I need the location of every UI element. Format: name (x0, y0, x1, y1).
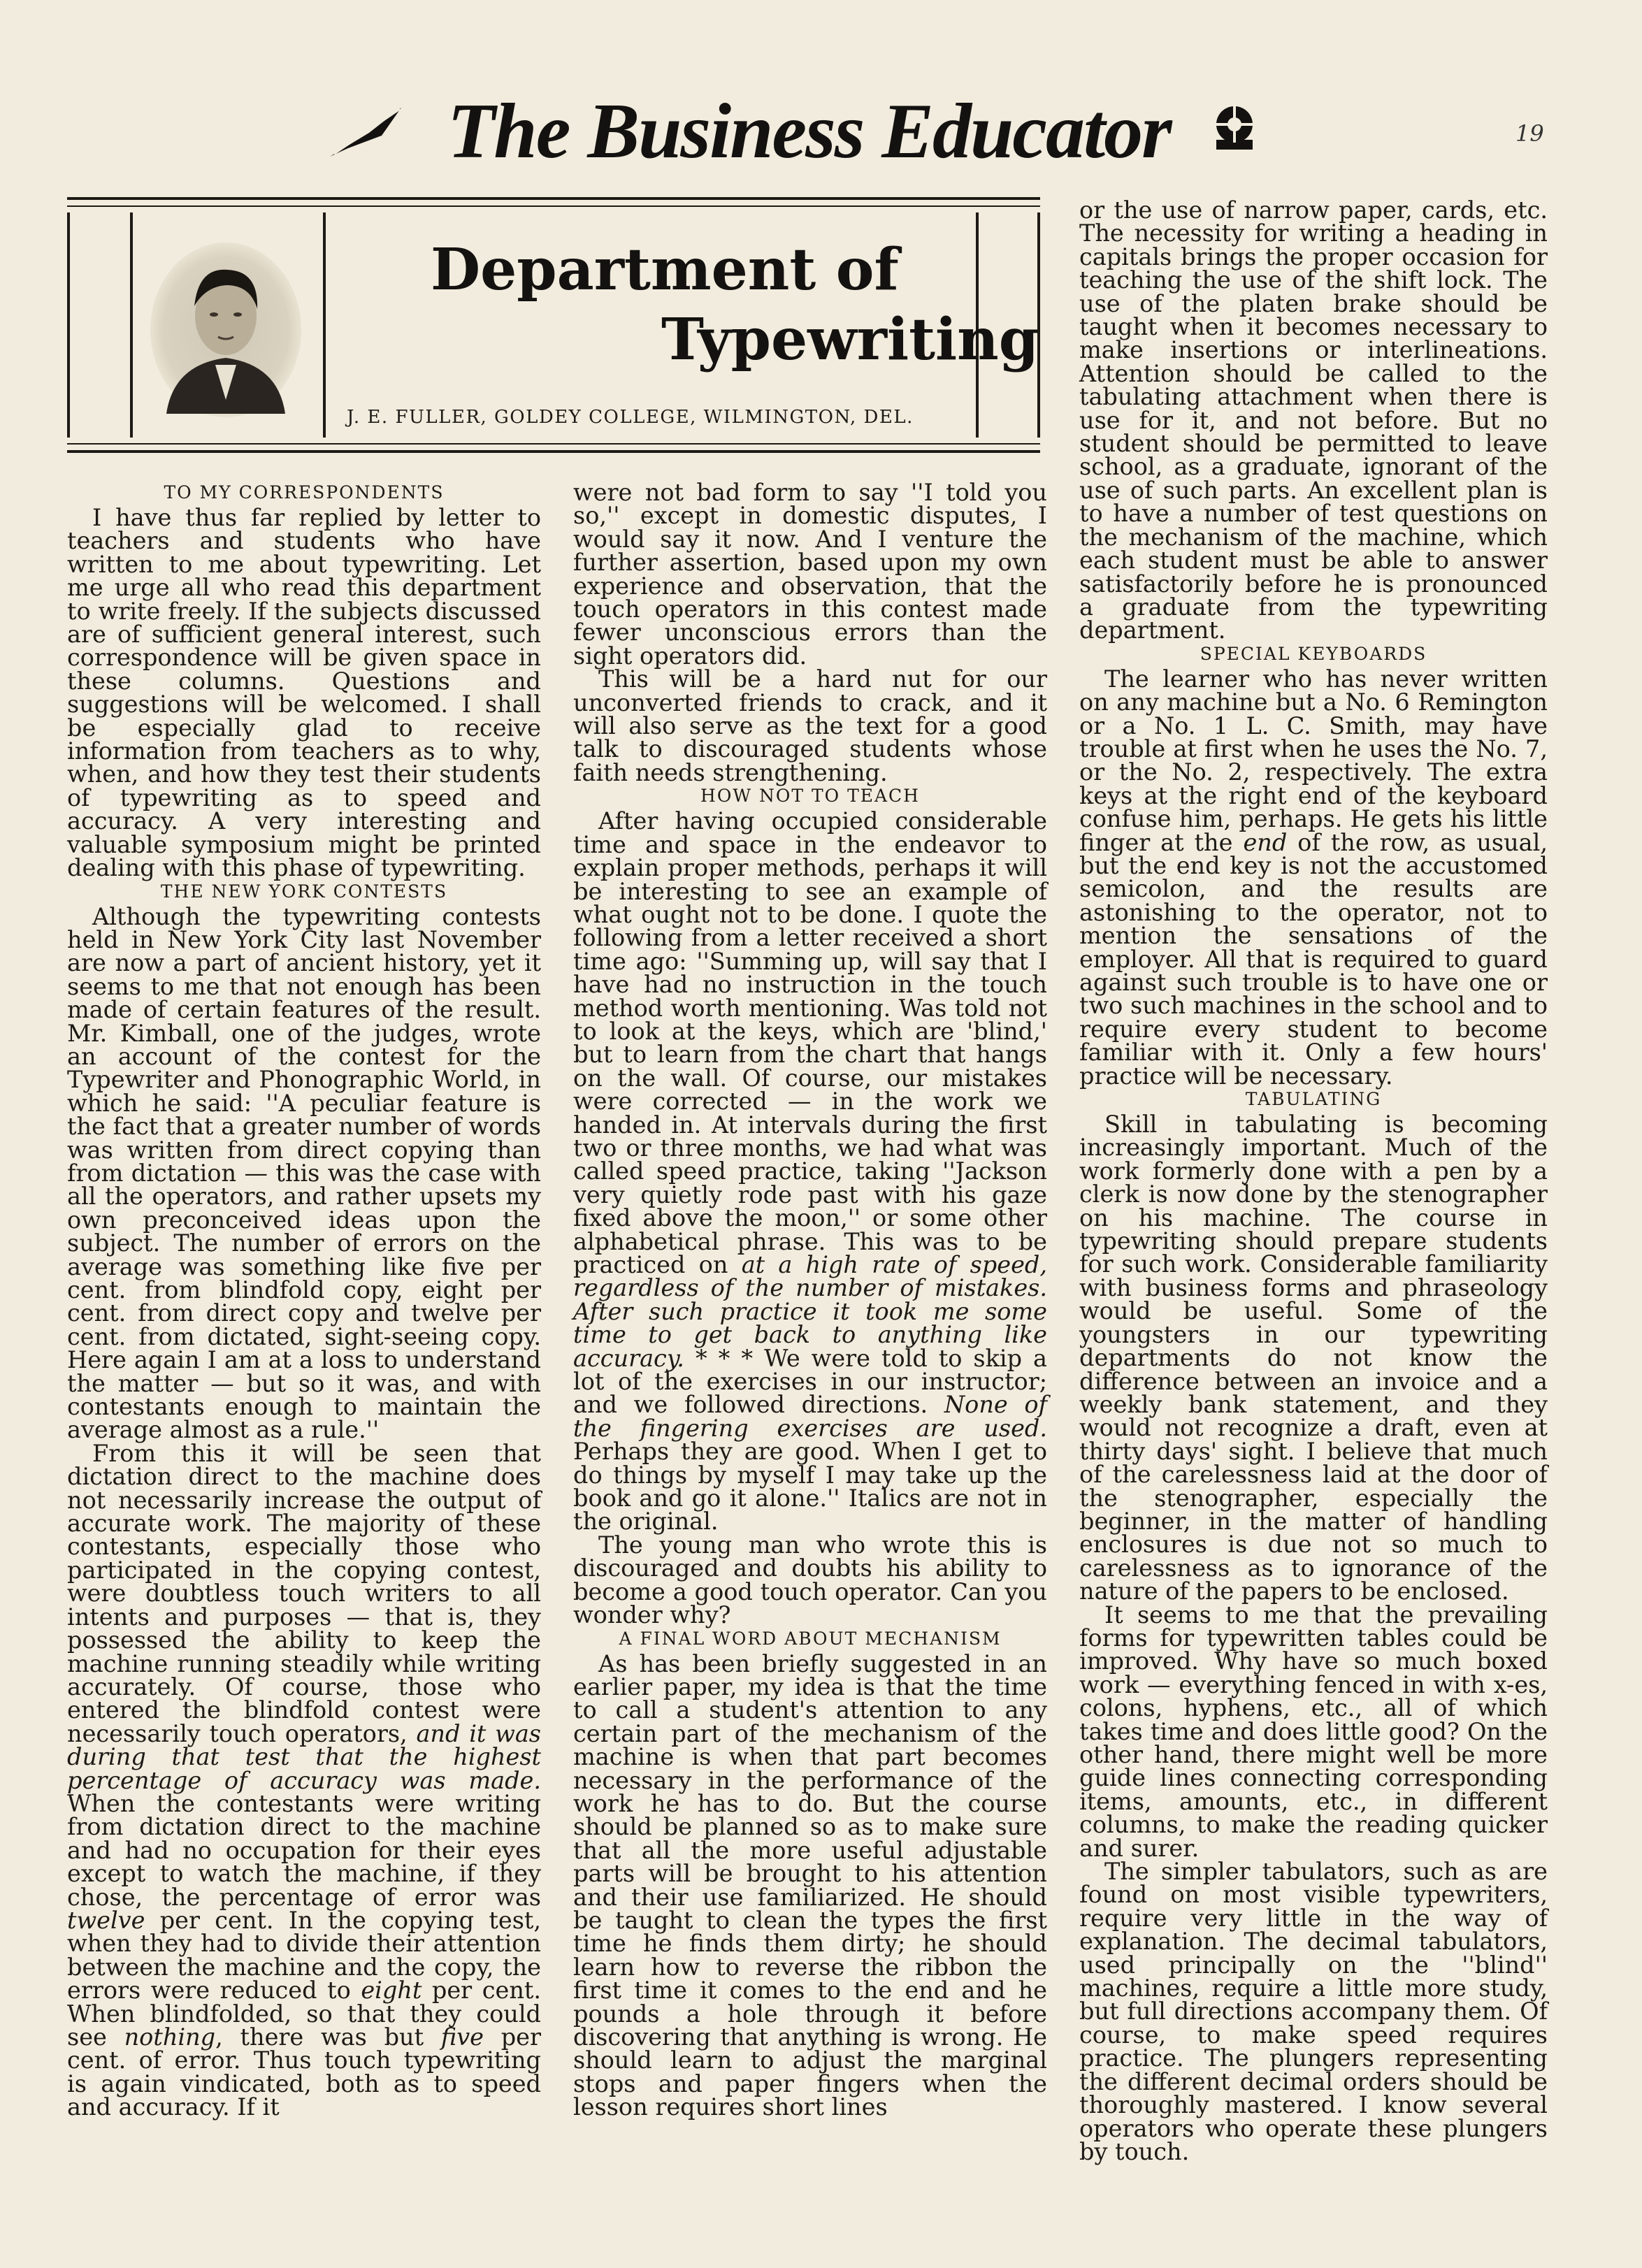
department-header (67, 197, 1040, 463)
header-top-rule (67, 197, 1040, 200)
text-run: From this it will be seen that dictation direct to the machine does not necessarily increase the output of accurate work. The majority of these contestants, especially those who participated in the copying contest, were doubtless touch writers to all intents and purposes — that is, they possessed the ability to keep the machine running steadily while writing accurately. Of course, those who entered the blindfold contest were necessarily touch operators, (67, 1439, 541, 1747)
masthead (0, 84, 1642, 175)
header-bottom-rule (67, 450, 1040, 453)
quill-icon (327, 105, 404, 161)
text-run: per cent. When blindfolded, so that they could see (67, 1977, 542, 2051)
italic-text: five (440, 2023, 484, 2051)
header-frame-left (67, 212, 70, 438)
article-column-2 (573, 481, 1047, 2119)
text-run: * * * We were told to skip a lot of the exercises in our instructor; and we followed directions. (573, 1344, 1047, 1419)
paragraph: I have thus far replied by letter to teachers and students who have written to me about typewriting. Let me urge all who read this department to write freely. If the subjects discussed are of sufficient general interest, such correspondence will be given space in these columns. Questions and suggestions will be welcomed. I shall be especially glad to receive information from teachers as to why, when, and how they test their students of typewriting as to speed and accuracy. A very interesting and valuable symposium might be printed dealing with this phase of typewriting. (67, 504, 541, 882)
header-frame-inner-left (130, 212, 133, 438)
page-number: 19 (1515, 120, 1544, 147)
section-heading: HOW NOT TO TEACH (700, 786, 920, 807)
header-bottom-rule-thin (67, 443, 1040, 445)
text-run: of the row, as usual, but the end key is not the accustomed semicolon, and the results are astonishing to the operator, not to mention the sensations of the employer. All that is required to guard against such trouble is to have one or two such machines in the school and to require every student to become familiar with it. Only a few hours' practice will be necessary. (1079, 828, 1548, 1090)
text-run: per cent. In the copying test, when they had to divide their attention between the machine and the copy, the errors were reduced to (67, 1906, 541, 2005)
header-top-rule-thin (67, 205, 1040, 207)
article-column-3 (1079, 198, 1548, 2163)
italic-text: and it was during that test that the highest percentage of accuracy was made. (67, 1719, 541, 1794)
paragraph: Although the typewriting contests held in New York City last November are now a part of ancient history, yet it seems to me that not enough has been made of certain features of the result. Mr. Kimball, one of the judges, wrote an account of the contest for the Typewriter and Phonographic World, in which he said: ''A peculiar feature is the fact that a greater number of words was written from direct copying than from dictation — this was the case with all the operators, and rather upsets my own preconceived ideas upon the subject. The number of errors on the average was something like five per cent. from blindfold copy, eight per cent. from direct copy and twelve per cent. from dictated, sight-seeing copy. Here again I am at a loss to understand the matter — but so it was, and with contestants enough to maintain the average almost as a rule.'' (67, 902, 541, 1444)
italic-text: twelve (67, 1906, 145, 1934)
paragraph (1079, 667, 1548, 1088)
section-heading: A FINAL WORD ABOUT MECHANISM (619, 1628, 1002, 1649)
text-run: After having occupied considerable time and space in the endeavor to explain proper methods, perhaps it will be interesting to see an example of what ought not to be done. I quote the following from a letter received a short time ago: ''Summing up, will say that I have had no instruction in the touch method worth mentioning. Was told not to look at the keys, which are 'blind,' but to learn from the chart that hangs on the wall. Of course, our mistakes were corrected — in the work we handed in. At intervals during the first two or three months, we had what was called speed practice, taking ''Jackson very quietly rode past with his gaze fixed above the moon,'' or some other alphabetical phrase. This was to be practiced on (573, 807, 1047, 1278)
paragraph: This will be a hard nut for our unconverted friends to crack, and it will also serve as the text for a good talk to discouraged students whose faith needs strengthening. (573, 665, 1047, 786)
text-run: , there was but (215, 2023, 441, 2051)
author-portrait (145, 239, 306, 421)
section-heading: TABULATING (1245, 1089, 1382, 1110)
paragraph: It seems to me that the prevailing forms for typewritten tables could be improved. Why have so much boxed work — everything fenced in with x-es, colons, hyphens, etc., all of which takes time and does little good? On the other hand, there might well be more guide lines connecting corresponding items, amounts, etc., in different columns, to make the reading quicker and surer. (1079, 1601, 1548, 1862)
text-run: per cent. of error. Thus touch typewriting is again vindicated, both as to speed and accuracy. If it (67, 2023, 541, 2121)
section-heading: THE NEW YORK CONTESTS (160, 881, 448, 902)
article-column-1 (67, 481, 541, 2119)
paragraph: Skill in tabulating is becoming increasingly important. Much of the work formerly done with a pen by a clerk is now done by the stenographer on his machine. The course in typewriting should prepare students for such work. Considerable familiarity with business forms and phraseology would be useful. Some of the youngsters in our typewriting departments do not know the difference between an invoice and a weekly bank statement, and they would not recognize a draft, even at thirty days' sight. I believe that much of the carelessness laid at the door of the stenographer, especially the beginner, in the matter of handling enclosures is due not so much to carelessness as to ignorance of the nature of the papers to be enclosed. (1079, 1111, 1548, 1605)
text-run: When the contestants were writing from dictation direct to the machine and had no occupation for their eyes except to watch the machine, if they chose, the percentage of error was (67, 1789, 541, 1911)
italic-text: end (1243, 828, 1288, 856)
section-heading: SPECIAL KEYBOARDS (1200, 643, 1427, 664)
paragraph: The simpler tabulators, such as are found on most visible typewriters, require very little in the way of explanation. The decimal tabulators, used principally on the ''blind'' machines, require a little more study, but full directions accompany them. Of course, to make speed requires practice. The plungers representing the different decimal orders should be thoroughly mastered. I know several operators who operate these plungers by touch. (1079, 1858, 1548, 2165)
department-title-line1: Department of (431, 236, 899, 303)
author-byline: J. E. FULLER, GOLDEY COLLEGE, WILMINGTON, DEL. (347, 407, 914, 428)
paragraph: The young man who wrote this is discouraged and doubts his ability to become a good touch operator. Can you wonder why? (573, 1531, 1047, 1629)
header-frame-portrait-right (323, 212, 326, 438)
text-run: The learner who has never written on any machine but a No. 6 Remington or a No. 1 L. C. Smith, may have trouble at first when he uses the No. 7, or the No. 2, respectively. The extra keys at the right end of the keyboard confuse him, perhaps. He gets his little finger at the (1079, 665, 1548, 856)
text-run: Perhaps they are good. When I get to do things by myself I may take up the book and go it alone.'' Italics are not in the original. (573, 1438, 1047, 1536)
department-title-line2: Typewriting (661, 306, 1039, 373)
department-title (361, 235, 1039, 375)
italic-text: None of the fingering exercises are used. (573, 1391, 1047, 1442)
emblem-icon (1207, 101, 1262, 157)
paragraph: As has been briefly suggested in an earlier paper, my idea is that the time to call a student's attention to any certain part of the mechanism of the machine is when that part becomes necessary in the performance of the work he has to do. But the course should be planned so as to make sure that all the more useful adjustable parts will be brought to his attention and their use familiarized. He should be taught to clean the types the first time he finds them dirty; he should learn how to reverse the ribbon the first time it comes to the end and he pounds a hole through it before discovering that anything is wrong. He should learn to adjust the marginal stops and paper fingers when the lesson requires short lines (573, 1649, 1047, 2121)
italic-text: eight (361, 1977, 422, 2005)
paragraph: or the use of narrow paper, cards, etc. The necessity for writing a heading in capitals brings the proper occasion for teaching the use of the shift lock. The use of the platen brake should be taught when it becomes necessary to make insertions or interlineations. Attention should be called to the tabulating attachment when there is use for it, and not before. But no student should be permitted to leave school, as a graduate, ignorant of the use of such parts. An excellent plan is to have a number of test questions on the mechanism of the machine, which each student must be able to answer satisfactorily before he is pronounced a graduate from the typewriting department. (1079, 196, 1548, 644)
paragraph (573, 807, 1047, 1536)
paragraph (67, 1439, 542, 2121)
paragraph: were not bad form to say ''I told you so,'' except in domestic disputes, I would say it now. And I venture the further assertion, based upon my own experience and observation, that the touch operators in this contest made fewer unconscious errors than the sight operators did. (573, 479, 1047, 670)
section-heading: TO MY CORRESPONDENTS (164, 482, 445, 503)
masthead-title: The Business Educator (447, 88, 1171, 175)
italic-text: at a high rate of speed, regardless of the number of mistakes. After such practice it took me some time to get back to anything like accuracy. (573, 1251, 1047, 1372)
italic-text: nothing (124, 2023, 216, 2051)
